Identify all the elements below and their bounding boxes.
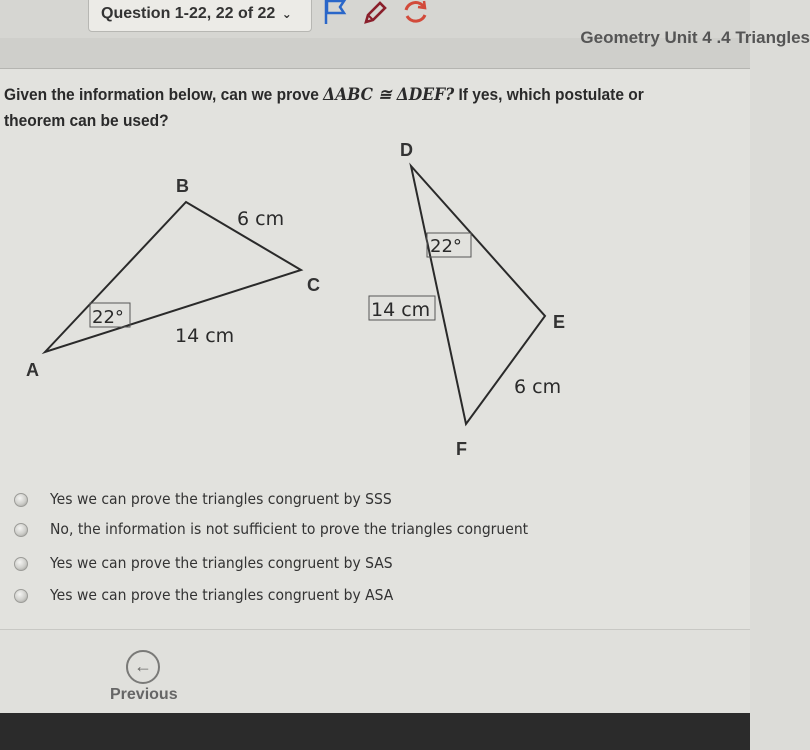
option-label[interactable]: Yes we can prove the triangles congruent by SAS: [50, 554, 393, 572]
radio-button[interactable]: [14, 557, 28, 571]
device-bezel: [0, 713, 750, 750]
angle-label-a: 22°: [92, 307, 124, 328]
vertex-label-c: C: [307, 275, 320, 295]
option-label[interactable]: Yes we can prove the triangles congruent by ASA: [50, 586, 394, 604]
vertex-label-b: B: [176, 176, 189, 196]
navigation-bar: [0, 629, 750, 714]
side-label-ef: 6 cm: [514, 376, 562, 398]
vertex-label-a: A: [26, 360, 39, 380]
vertex-label-d: D: [400, 140, 413, 160]
side-label-ac: 14 cm: [175, 325, 235, 347]
vertex-label-f: F: [456, 439, 467, 459]
congruence-statement: ΔABC ≅ ΔDEF?: [323, 85, 455, 104]
side-label-df: 14 cm: [371, 299, 431, 321]
previous-button[interactable]: [108, 650, 184, 714]
question-selector-label: Question 1-22, 22 of 22: [101, 5, 276, 22]
option-label[interactable]: Yes we can prove the triangles congruent by SSS: [50, 490, 392, 508]
question-prompt: If yes, which postulate or theorem can be used?: [4, 86, 644, 130]
question-intro: Given the information below, can we prove: [4, 86, 324, 104]
arrow-left-icon[interactable]: ←: [126, 650, 160, 684]
side-label-bc: 6 cm: [237, 208, 285, 230]
chevron-down-icon: ⌄: [281, 7, 292, 21]
radio-button[interactable]: [14, 523, 28, 537]
radio-button[interactable]: [14, 493, 28, 507]
option-label[interactable]: No, the information is not sufficient to prove the triangles congruent: [50, 520, 529, 538]
breadcrumb: Geometry Unit 4 .4 Triangles: [580, 28, 810, 47]
previous-label[interactable]: Previous: [110, 686, 178, 703]
radio-button[interactable]: [14, 589, 28, 603]
vertex-label-e: E: [553, 312, 566, 332]
angle-label-d: 22°: [430, 236, 462, 257]
